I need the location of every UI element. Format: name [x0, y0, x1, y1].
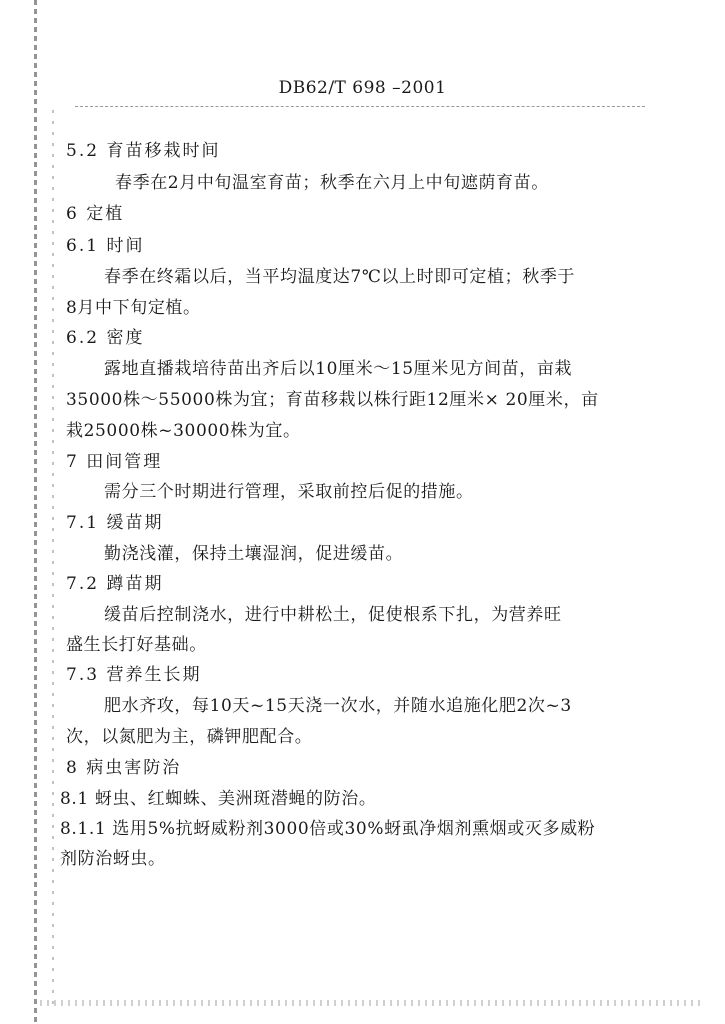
section-8-1-1-text-line-1: 8.1.1 选用5%抗蚜威粉剂3000倍或30%蚜虱净烟剂熏烟或灭多威粉: [60, 819, 596, 839]
section-7-1-text: 勤浇浅灌，保持土壤湿润，促进缓苗。: [104, 544, 404, 564]
section-8-1-1-text-line-2: 剂防治蚜虫。: [60, 849, 166, 869]
section-5-2-heading: 5.2 育苗移栽时间: [66, 141, 221, 161]
section-5-2-text: 春季在2月中旬温室育苗；秋季在六月上中旬遮荫育苗。: [115, 173, 549, 193]
section-6-2-text-line-2: 35000株～55000株为宜；育苗移栽以株行距12厘米× 20厘米，亩: [66, 390, 599, 410]
header-rule: [75, 106, 645, 107]
section-7-1-heading: 7.1 缓苗期: [66, 513, 164, 533]
section-6-heading: 6 定植: [66, 204, 125, 224]
section-7-3-text-line-1: 肥水齐攻，每10天~15天浇一次水，并随水追施化肥2次~3: [104, 696, 572, 716]
section-7-3-heading: 7.3 营养生长期: [66, 665, 202, 685]
section-6-1-text-line-1: 春季在终霜以后，当平均温度达7℃以上时即可定植；秋季于: [104, 267, 576, 287]
section-6-2-text-line-3: 栽25000株~30000株为宜。: [66, 421, 301, 441]
section-7-text: 需分三个时期进行管理，采取前控后促的措施。: [104, 482, 474, 502]
section-6-2-text-line-1: 露地直播栽培待苗出齐后以10厘米～15厘米见方间苗，亩栽: [104, 359, 573, 379]
standard-code-header: DB62/T 698 –2001: [278, 78, 447, 98]
scan-margin-noise: [52, 110, 54, 1010]
section-7-2-text-line-2: 盛生长打好基础。: [66, 635, 207, 655]
scan-binding-edge: [34, 0, 37, 1024]
section-7-2-heading: 7.2 蹲苗期: [66, 574, 164, 594]
section-7-3-text-line-2: 次，以氮肥为主，磷钾肥配合。: [66, 727, 313, 747]
section-6-2-heading: 6.2 密度: [66, 328, 145, 348]
scan-bottom-noise: [40, 1000, 705, 1006]
section-8-heading: 8 病虫害防治: [66, 758, 182, 778]
section-6-1-heading: 6.1 时间: [66, 236, 145, 256]
section-7-heading: 7 田间管理: [66, 452, 163, 472]
section-6-1-text-line-2: 8月中下旬定植。: [66, 298, 201, 318]
section-8-1-heading: 8.1 蚜虫、红蜘蛛、美洲斑潜蝇的防治。: [60, 789, 377, 809]
section-7-2-text-line-1: 缓苗后控制浇水，进行中耕松土，促使根系下扎，为营养旺: [104, 605, 562, 625]
